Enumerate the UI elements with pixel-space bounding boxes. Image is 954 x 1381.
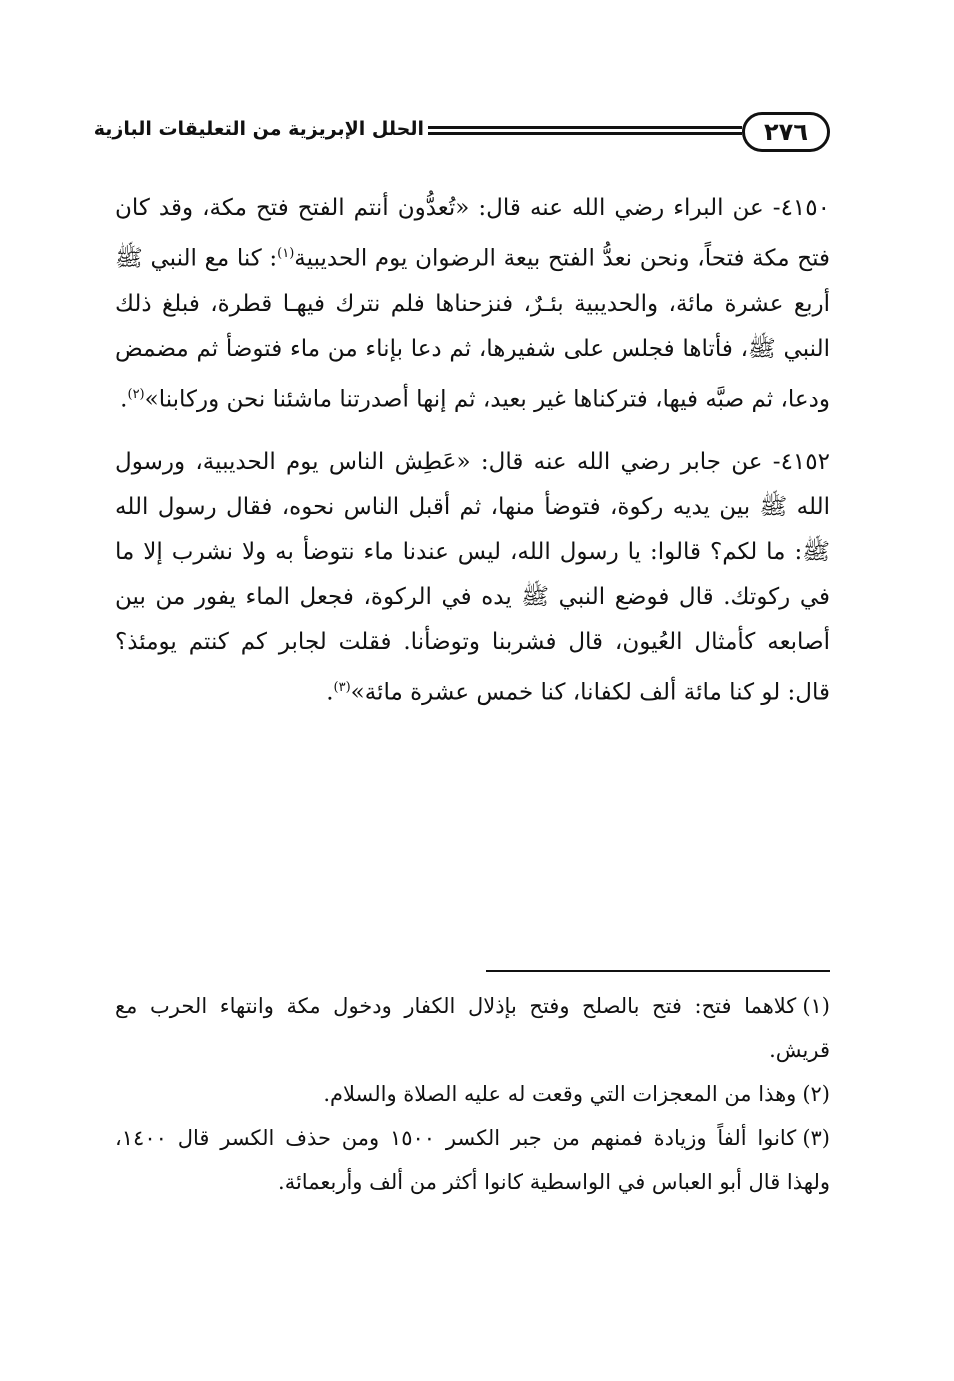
footnote-number: (١) xyxy=(802,994,830,1018)
hadith-end: . xyxy=(326,679,334,706)
footnote-ref: (٣) xyxy=(333,680,351,696)
footnote-text: كانوا ألفاً وزيادة فمنهم من جبر الكسر ١٥٠٠ ومن حذف الكسر قال ١٤٠٠، ولهذا قال أبو العباس في الواسطية كانوا أكثر من ألف وأربعمائة. xyxy=(115,1126,830,1194)
footnotes xyxy=(115,984,830,1204)
footnote-3 xyxy=(115,1116,830,1204)
hadith-4152 xyxy=(115,440,830,716)
footnote-ref: (١) xyxy=(277,246,295,261)
hadith-4150 xyxy=(115,186,830,422)
footnote-text: وهذا من المعجزات التي وقعت له عليه الصلاة والسلام. xyxy=(323,1082,797,1106)
footnote-2 xyxy=(115,1072,830,1116)
hadith-number: ٤١٥٢ xyxy=(780,449,830,476)
footnote-separator xyxy=(486,970,830,972)
footnote-number: (٢) xyxy=(802,1082,830,1106)
hadith-text-continued: : كنا مع النبي ﷺ أربع عشرة مائة، والحديبية بئـرٌ، فنزحناها فلم نترك فيهـا قطرة، فبلغ ذلك النبي ﷺ، فأتاها فجلس على شفيرها، ثم دعا بإناء من ماء فتوضأ ثم مضمض ودعا، ثم صبَّه فيها، فتركناها غير بعيد، ثم إنها أصدرتنا ماشئنا نحن وركابنا» xyxy=(115,245,830,413)
hadith-text: - عن جابر رضي الله عنه قال: «عَطِش الناس يوم الحديبية، ورسول الله ﷺ بين يديه ركوة، فتوضأ منها، ثم أقبل الناس نحوه، فقال رسول الله ﷺ: ما لكم؟ قالوا: يا رسول الله، ليس عندنا ماء نتوضأ به ولا نشرب إلا ما في ركوتك. قال فوضع النبي ﷺ يده في الركوة، فجعل الماء يفور من بين أصابعه كأمثال العُيون، قال فشربنا وتوضأنا. فقلت لجابر كم كنتم يومئذ؟ قال: لو كنا مائة ألف لكفانا، كنا خمس عشرة مائة» xyxy=(115,449,830,706)
page-number: ٢٧٦ xyxy=(742,112,830,152)
footnote-1 xyxy=(115,984,830,1072)
hadith-text: - عن البراء رضي الله عنه قال: «تُعدُّون أنتم الفتح فتح مكة، وقد كان فتح مكة فتحاً، ونحن نعدُّ الفتح بيعة الرضوان يوم الحديبية xyxy=(115,195,830,272)
footnote-text: كلاهما فتح: فتح بالصلح وفتح بإذلال الكفار ودخول مكة وانتهاء الحرب مع قريش. xyxy=(115,994,830,1062)
footnote-ref: (٢) xyxy=(127,386,145,402)
main-text xyxy=(115,186,830,734)
running-title: الحلل الإبريزية من التعليقات البازية xyxy=(93,118,424,140)
page-header xyxy=(93,112,830,156)
header-double-rule xyxy=(428,126,742,135)
hadith-end: . xyxy=(120,386,128,413)
footnote-number: (٣) xyxy=(802,1126,830,1150)
hadith-number: ٤١٥٠ xyxy=(780,195,830,221)
